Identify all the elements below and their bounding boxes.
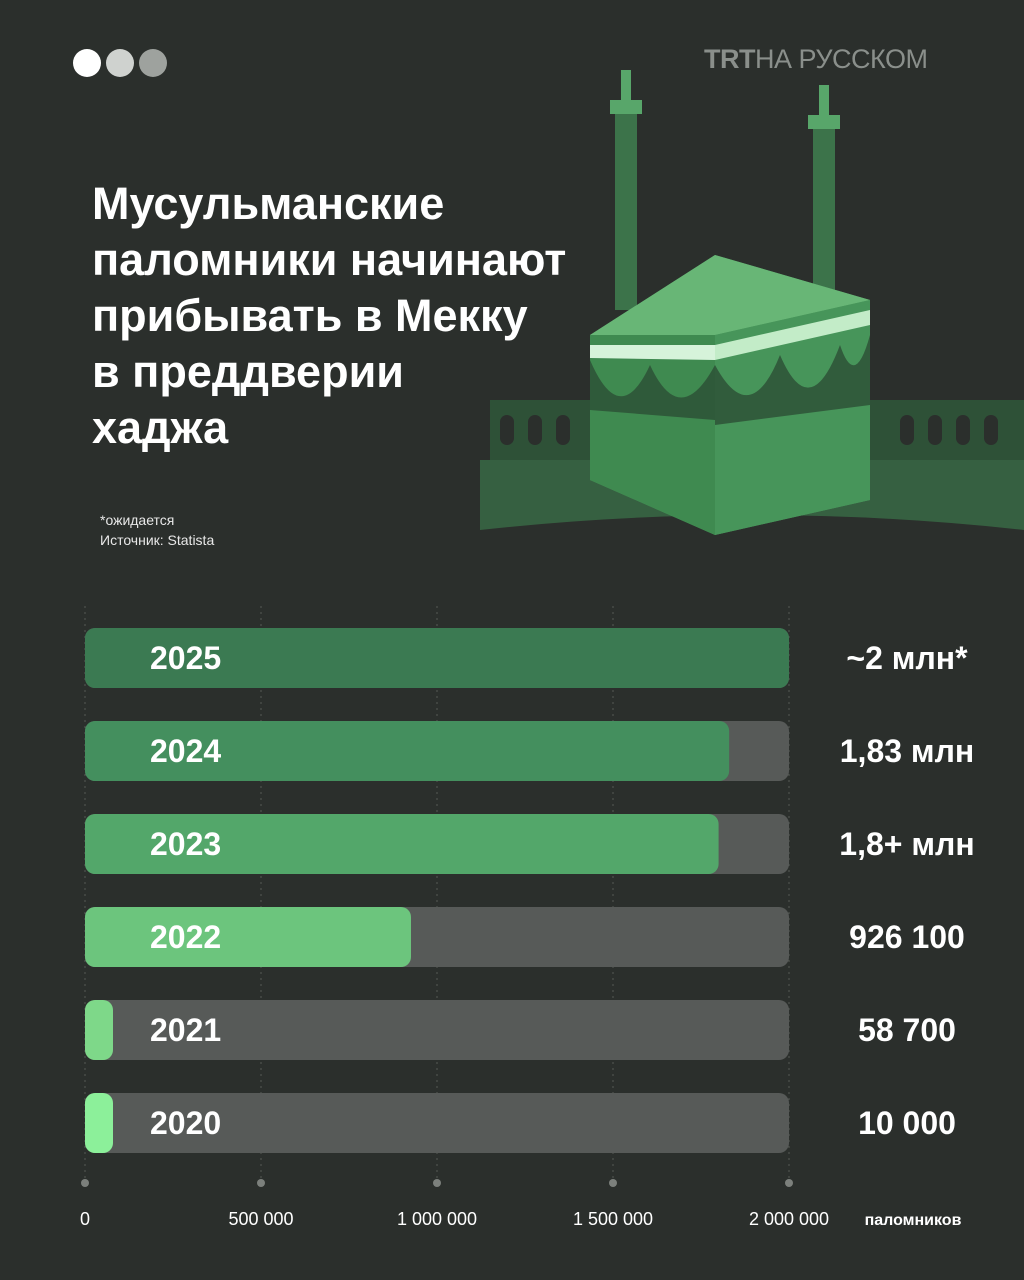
bar-2020 [85,1093,113,1153]
tick-dot-3 [609,1179,617,1187]
tick-dot-2 [433,1179,441,1187]
source-note: Источник: Statista [100,532,215,548]
value-label-2024: 1,83 млн [839,733,975,769]
value-label-2020: 10 000 [858,1105,956,1141]
tick-dot-1 [257,1179,265,1187]
category-label-2023: 2023 [150,826,222,862]
title-line-1: Мусульманские [92,178,445,229]
tick-label-2: 1 000 000 [396,1209,478,1229]
tick-label-0: 0 [79,1209,91,1229]
category-label-2021: 2021 [150,1012,222,1048]
category-label-2020: 2020 [150,1105,222,1141]
category-label-2024: 2024 [150,733,222,769]
title-line-4: в преддверии [92,346,404,397]
value-label-2022: 926 100 [849,919,965,955]
value-label-2025: ~2 млн* [846,640,968,676]
tick-label-3: 1 500 000 [572,1209,654,1229]
expected-note: *ожидается [100,512,175,528]
brand-bold: TRT [704,44,755,74]
brand-rest: НА РУССКОМ [754,44,928,74]
bar-2022 [85,907,411,967]
category-label-2022: 2022 [150,919,222,955]
title-line-3: прибывать в Мекку [92,290,528,341]
title-line-2: паломники начинают [92,234,567,285]
tick-dot-4 [785,1179,793,1187]
value-label-2023: 1,8+ млн [839,826,975,862]
category-label-2025: 2025 [150,640,222,676]
bar-2021 [85,1000,113,1060]
x-axis-label: паломников [864,1212,962,1229]
tick-label-4: 2 000 000 [748,1209,830,1229]
tick-dot-0 [81,1179,89,1187]
title-line-5: хаджа [92,402,229,453]
tick-label-1: 500 000 [228,1209,294,1229]
value-label-2021: 58 700 [858,1012,956,1048]
